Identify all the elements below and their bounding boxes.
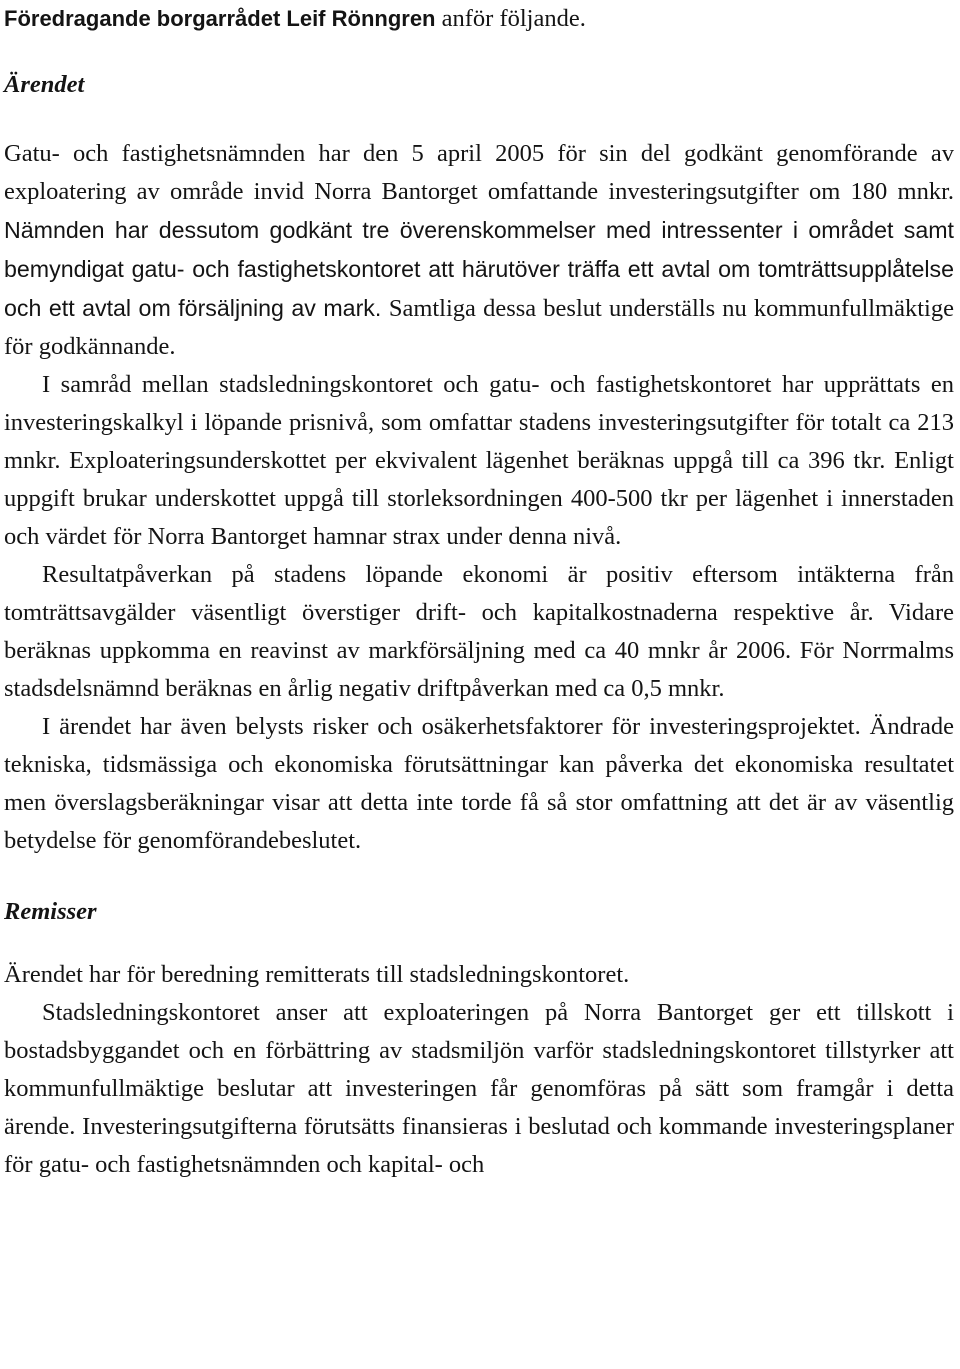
paragraph-2-part-c: Enligt uppgift brukar underskottet uppgå till storleksordningen 400-500 tkr per lägenhet i innerstaden och värdet för Norra Bantorget hamnar strax under denna nivå.: [4, 447, 954, 550]
paragraph-1-part-b: Nämnden har dessutom godkänt tre överenskommelser med intressenter i området samt bemyndigat gatu- och fastighetskontoret att härutöver träffa ett avtal om tomträttsupplåtelse och ett avtal om försäljning av mark.: [4, 217, 954, 321]
paragraph-2: [4, 366, 954, 556]
paragraph-2-part-a: I samråd mellan stadsledningskontoret och gatu- och fastighetskontoret har upprättats en investeringskalkyl i löpande prisnivå, som omfattar stadens investeringsutgifter för totalt ca 213 mnkr.: [4, 371, 954, 474]
paragraph-3: Resultatpåverkan på stadens löpande ekonomi är positiv eftersom intäkterna från tomträttsavgälder väsentligt överstiger drift- och kapitalkostnaderna respektive år. Vidare beräknas uppkomma en reavinst av markförsäljning med ca 40 mnkr år 2006. För Norrmalms stadsdelsnämnd beräknas en årlig negativ driftpåverkan med ca 0,5 mnkr.: [4, 561, 954, 702]
paragraph-1-part-a: Gatu- och fastighetsnämnden har den 5 april 2005 för sin del godkänt genomförande av exploatering av område invid Norra Bantorget omfattande investeringsutgifter om 180 mnkr.: [4, 140, 954, 205]
paragraph-2-part-b: Exploateringsunderskottet per ekvivalent lägenhet beräknas uppgå till ca 396 tkr.: [69, 447, 895, 474]
intro-trail: anför följande.: [435, 5, 586, 32]
paragraph-4: I ärendet har även belysts risker och osäkerhetsfaktorer för investeringsprojektet. Ändrade tekniska, tidsmässiga och ekonomiska förutsättningar kan påverka det ekonomiska resultatet men överslagsberäkningar visar att detta inte torde få så stor omfattning att det är av väsentlig betydelse för genomförandebeslutet.: [4, 713, 954, 854]
paragraph-6: Stadsledningskontoret anser att exploateringen på Norra Bantorget ger ett tillskott i bostadsbyggandet och en förbättring av stadsmiljön varför stadsledningskontoret tillstyrker att kommunfullmäktige beslutar att investeringen får genomföras på sätt som framgår i detta ärende. Investeringsutgifterna förutsätts finansieras i beslutad och kommande investeringsplaner för gatu- och fastighetsnämnden och kapital- och: [4, 999, 954, 1178]
heading-remisser: Remisser: [4, 898, 97, 925]
paragraph-1-part-c: Samtliga dessa beslut underställs nu kommunfullmäktige för godkännande.: [4, 295, 954, 360]
heading-arendet: Ärendet: [4, 71, 85, 98]
paragraph-5: Ärendet har för beredning remitterats till stadsledningskontoret.: [4, 961, 630, 988]
intro-line: [4, 0, 954, 35]
speaker-name: Föredragande borgarrådet Leif Rönngren: [4, 6, 436, 31]
paragraph-1: [4, 135, 954, 366]
